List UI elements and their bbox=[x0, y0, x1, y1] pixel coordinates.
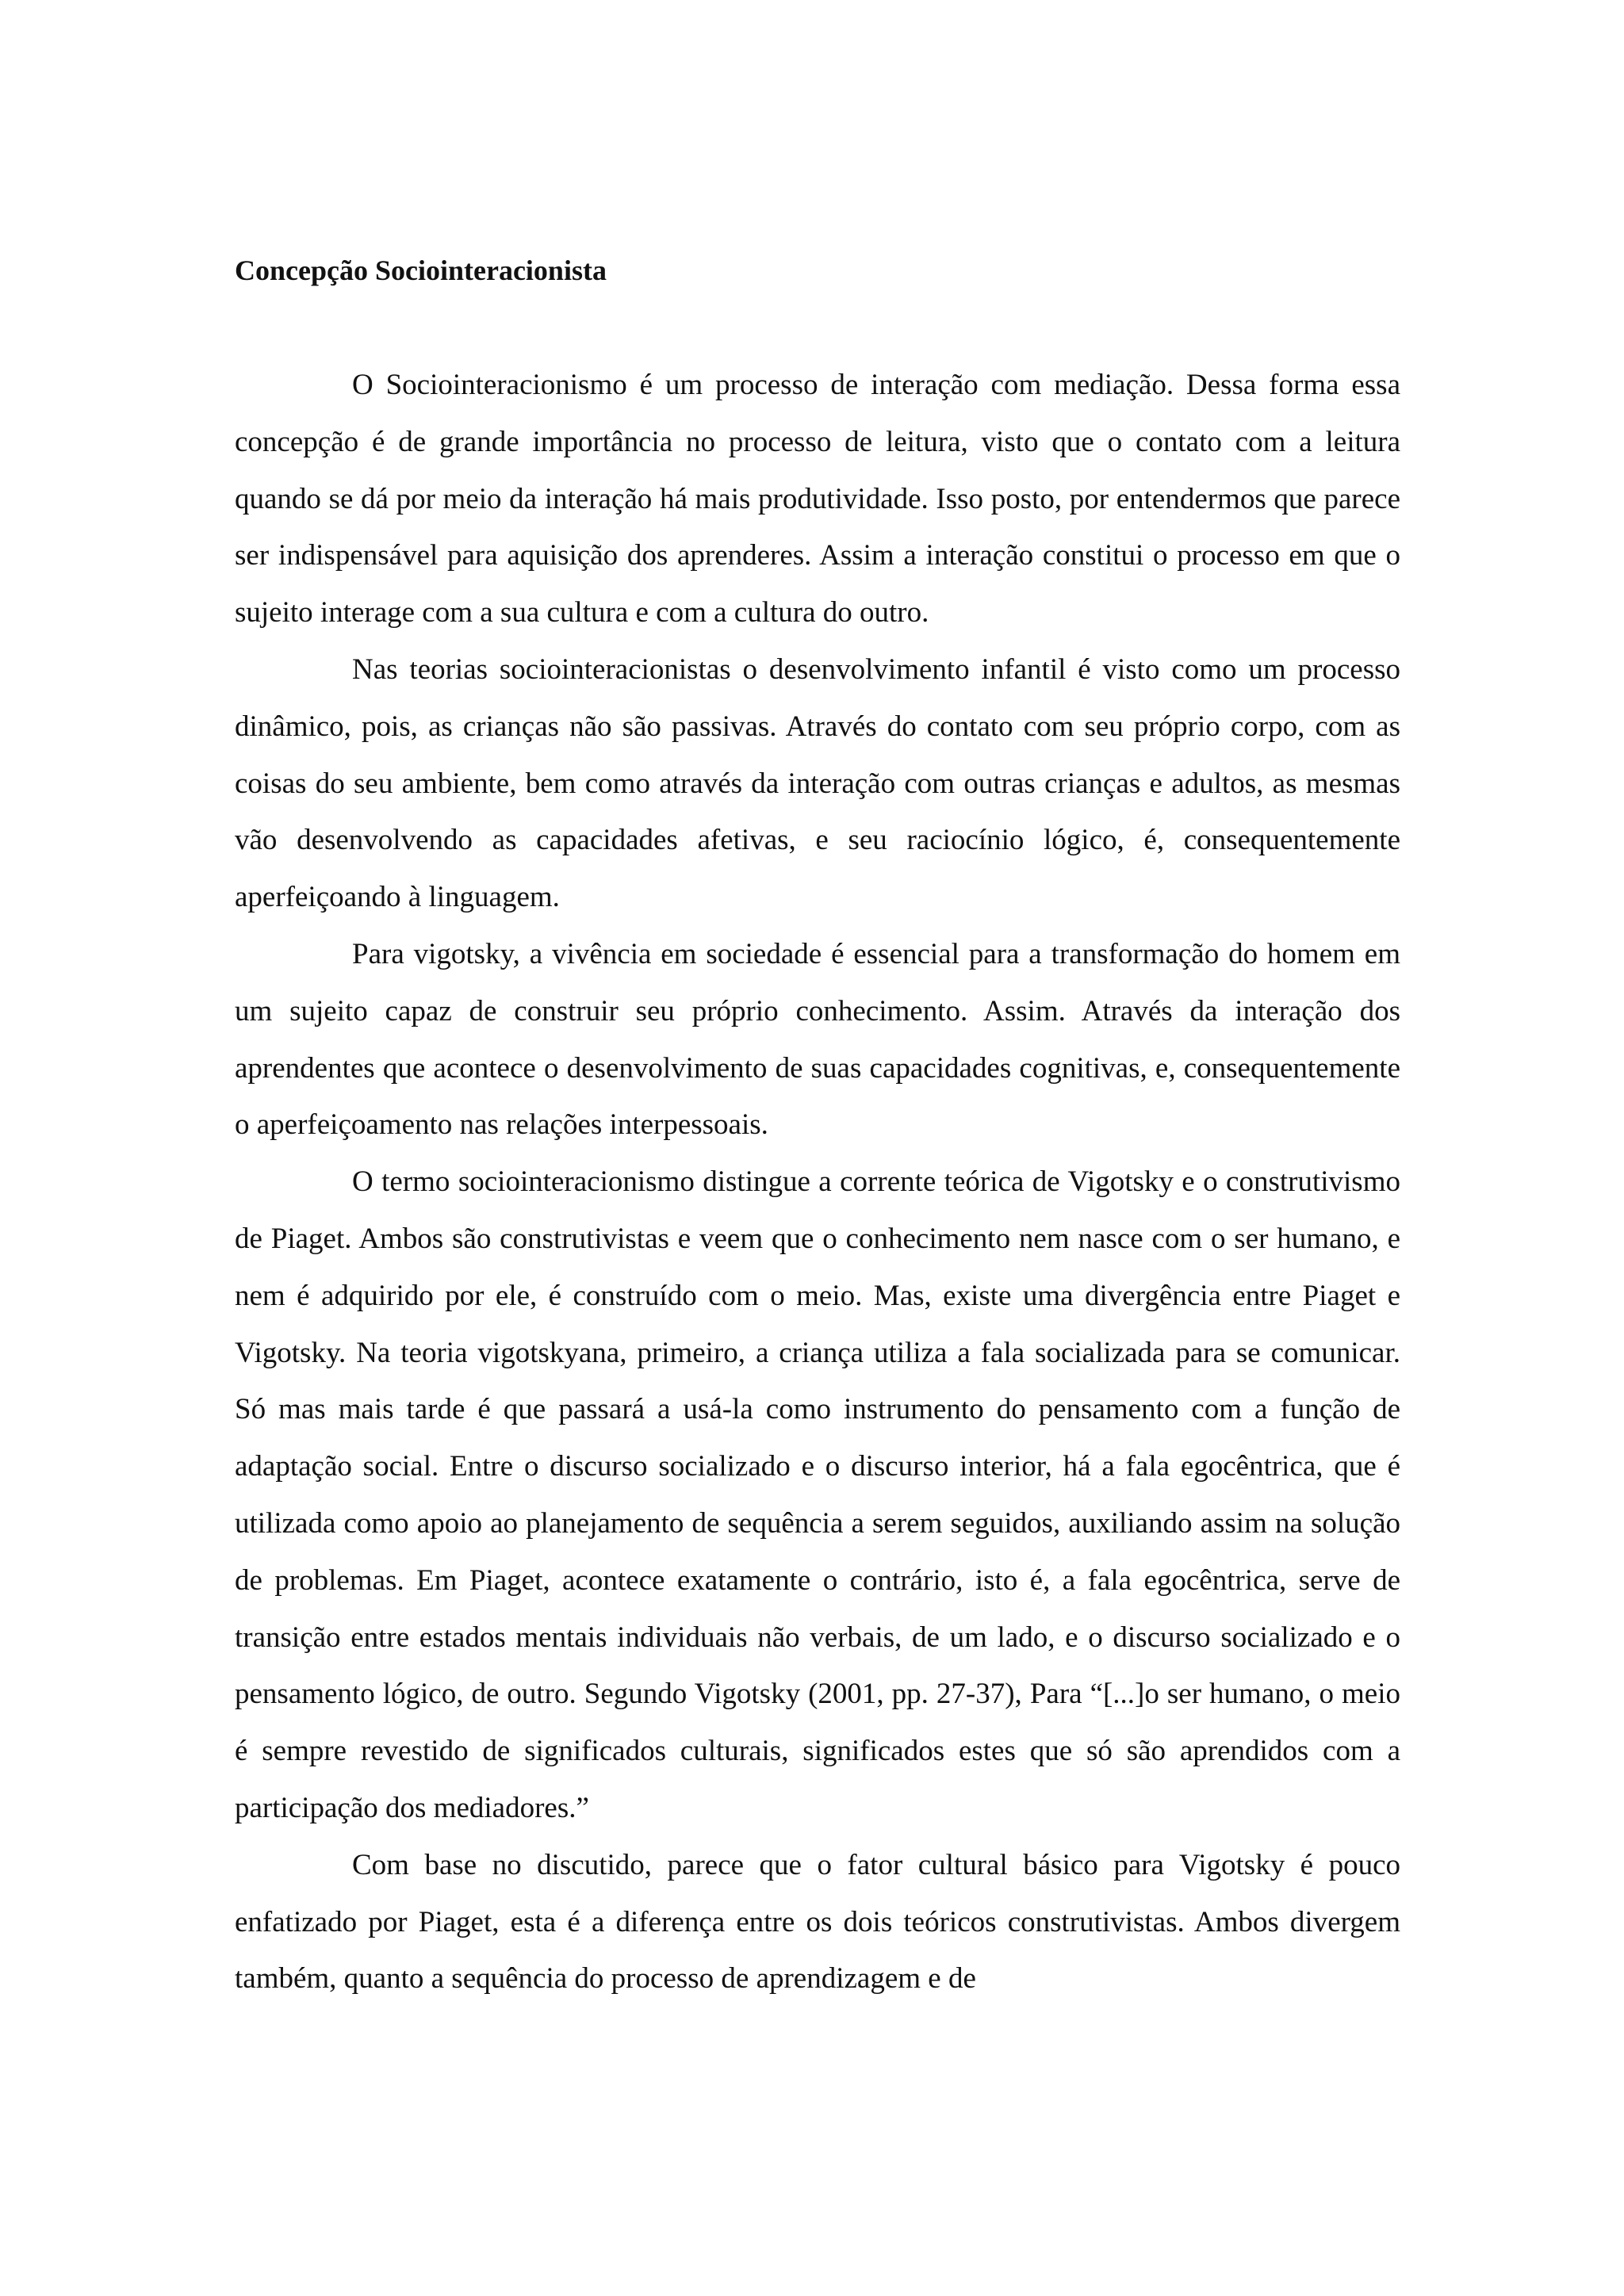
paragraph-3: Para vigotsky, a vivência em sociedade é essencial para a transformação do homem em um sujeito capaz de construir seu próprio conhecimento. Assim. Através da interação dos aprendentes que acontece o desenvolvimento de suas capacidades cognitivas, e, consequentemente o aperfeiçoamento nas relações interpessoais. bbox=[235, 937, 1400, 1142]
paragraph-1: O Sociointeracionismo é um processo de interação com mediação. Dessa forma essa concepção é de grande importância no processo de leitura, visto que o contato com a leitura quando se dá por meio da interação há mais produtividade. Isso posto, por entendermos que parece ser indispensável para aquisição dos aprenderes. Assim a interação constitui o processo em que o sujeito interage com a sua cultura e com a cultura do outro. bbox=[235, 369, 1400, 629]
paragraph-4: O termo sociointeracionismo distingue a corrente teórica de Vigotsky e o construtivismo de Piaget. Ambos são construtivistas e veem que o conhecimento nem nasce com o ser humano, e nem é adquirido por ele, é construído com o meio. Mas, existe uma divergência entre Piaget e Vigotsky. Na teoria vigotskyana, primeiro, a criança utiliza a fala socializada para se comunicar. Só mas mais tarde é que passará a usá-la como instrumento do pensamento com a função de adaptação social. Entre o discurso socializado e o discurso interior, há a fala egocêntrica, que é utilizada como apoio ao planejamento de sequência a serem seguidos, auxiliando assim na solução de problemas. Em Piaget, acontece exatamente o contrário, isto é, a fala egocêntrica, serve de transição entre estados mentais individuais não verbais, de um lado, e o discurso socializado e o pensamento lógico, de outro. Segundo Vigotsky (2001, pp. 27-37), Para “[...]o ser humano, o meio é sempre revestido de significados culturais, significados estes que só são aprendidos com a participação dos mediadores.” bbox=[235, 1165, 1400, 1824]
section-heading: Concepção Sociointeracionista bbox=[235, 254, 607, 286]
paragraph-2: Nas teorias sociointeracionistas o desenvolvimento infantil é visto como um processo dinâmico, pois, as crianças não são passivas. Através do contato com seu próprio corpo, com as coisas do seu ambiente, bem como através da interação com outras crianças e adultos, as mesmas vão desenvolvendo as capacidades afetivas, e seu raciocínio lógico, é, consequentemente aperfeiçoando à linguagem. bbox=[235, 652, 1400, 914]
document-body bbox=[235, 252, 1400, 2007]
paragraph-5: Com base no discutido, parece que o fator cultural básico para Vigotsky é pouco enfatizado por Piaget, esta é a diferença entre os dois teóricos construtivistas. Ambos divergem também, quanto a sequência do processo de aprendizagem e de bbox=[235, 1848, 1400, 1996]
